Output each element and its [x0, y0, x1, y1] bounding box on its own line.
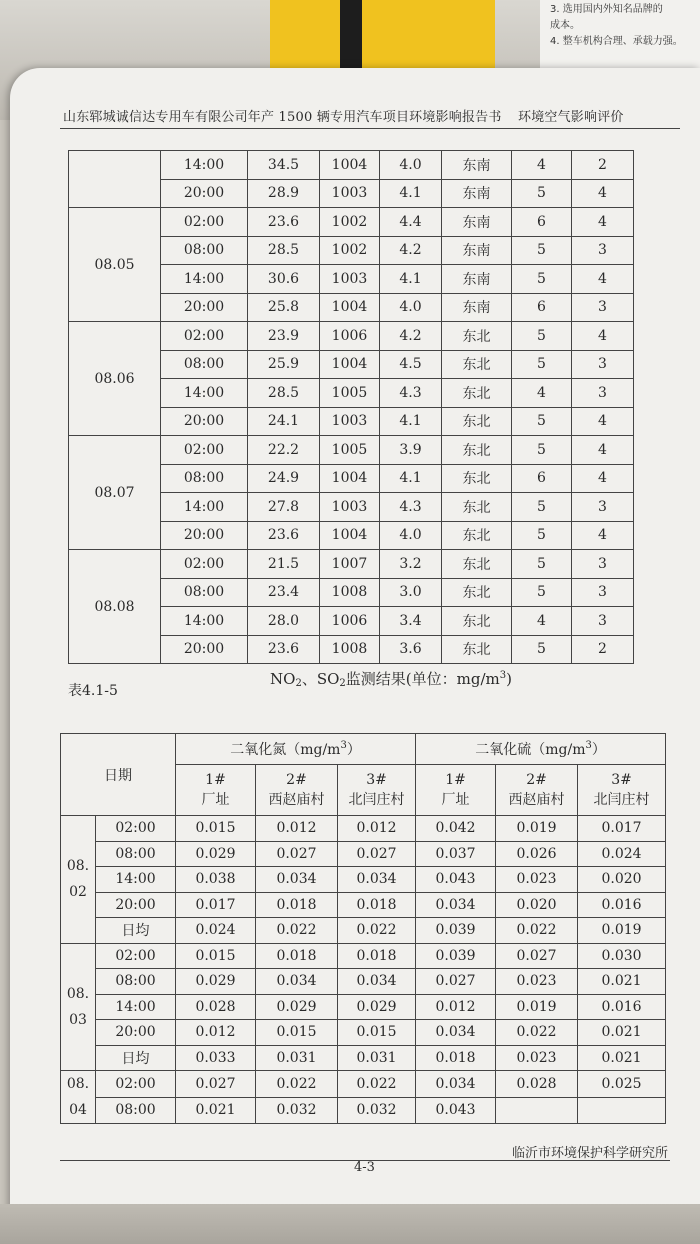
- cell-wind-dir: 东南: [442, 179, 512, 208]
- photo-bottom-background: [0, 1204, 700, 1244]
- cell-total-cloud: 5: [512, 578, 572, 607]
- cell-low-cloud: 4: [572, 464, 634, 493]
- date-cell: 08.05: [69, 208, 161, 322]
- value-cell: 0.039: [416, 918, 496, 944]
- cell-total-cloud: 5: [512, 550, 572, 579]
- cell-time: 20:00: [161, 635, 248, 664]
- table-row: [69, 151, 634, 180]
- cell-total-cloud: 4: [512, 379, 572, 408]
- so2-group-header: 二氧化硫$(mg/m^3)$: [416, 734, 666, 765]
- table-number: 表4.1-5: [68, 683, 118, 699]
- time-cell: 14:00: [96, 994, 176, 1020]
- value-cell: 0.034: [416, 1071, 496, 1098]
- value-cell: 0.025: [578, 1071, 666, 1098]
- value-cell: 0.017: [578, 816, 666, 842]
- cell-pressure: 1005: [320, 379, 380, 408]
- value-cell: 0.022: [338, 1071, 416, 1098]
- cell-total-cloud: 6: [512, 464, 572, 493]
- cell-low-cloud: 4: [572, 322, 634, 351]
- value-cell: 0.022: [338, 918, 416, 944]
- value-cell: 0.029: [176, 841, 256, 867]
- value-cell: 0.029: [256, 994, 338, 1020]
- monitoring-results-table: [60, 733, 666, 1124]
- site-header: [338, 765, 416, 816]
- value-cell: 0.032: [256, 1097, 338, 1124]
- value-cell: 0.022: [256, 918, 338, 944]
- value-cell: 0.012: [256, 816, 338, 842]
- cell-wind-speed: 4.2: [380, 236, 442, 265]
- cell-pressure: 1004: [320, 293, 380, 322]
- value-cell: 0.012: [416, 994, 496, 1020]
- cell-temp: 25.9: [248, 350, 320, 379]
- time-cell: 20:00: [96, 1020, 176, 1046]
- note-line: 成本。: [550, 20, 580, 31]
- cell-low-cloud: 4: [572, 265, 634, 294]
- value-cell: 0.020: [578, 867, 666, 893]
- cell-temp: 28.5: [248, 379, 320, 408]
- table-row: [69, 436, 634, 465]
- cell-wind-dir: 东北: [442, 379, 512, 408]
- cell-time: 20:00: [161, 293, 248, 322]
- table-header-row: [61, 734, 666, 765]
- cell-temp: 23.6: [248, 208, 320, 237]
- cell-time: 02:00: [161, 436, 248, 465]
- site-header: [256, 765, 338, 816]
- cell-wind-speed: 4.1: [380, 464, 442, 493]
- cell-temp: 28.9: [248, 179, 320, 208]
- cell-temp: 28.0: [248, 607, 320, 636]
- cell-wind-dir: 东北: [442, 350, 512, 379]
- date-part: 08.: [66, 858, 90, 875]
- value-cell: 0.026: [496, 841, 578, 867]
- cell-pressure: 1004: [320, 151, 380, 180]
- cell-wind-dir: 东北: [442, 407, 512, 436]
- cell-low-cloud: 3: [572, 236, 634, 265]
- cell-low-cloud: 4: [572, 179, 634, 208]
- time-cell: 08:00: [96, 1097, 176, 1124]
- value-cell: 0.042: [416, 816, 496, 842]
- cell-total-cloud: 4: [512, 607, 572, 636]
- cell-temp: 30.6: [248, 265, 320, 294]
- cell-pressure: 1004: [320, 521, 380, 550]
- cell-wind-speed: 4.1: [380, 179, 442, 208]
- table-row: [61, 816, 666, 842]
- cell-wind-speed: 3.9: [380, 436, 442, 465]
- cell-time: 08:00: [161, 464, 248, 493]
- value-cell: 0.018: [338, 892, 416, 918]
- time-cell: 日均: [96, 918, 176, 944]
- table-row: [61, 969, 666, 995]
- cell-total-cloud: 5: [512, 322, 572, 351]
- value-cell: 0.021: [578, 969, 666, 995]
- date-cell: [69, 151, 161, 208]
- date-cell: [61, 816, 96, 944]
- site-header: [176, 765, 256, 816]
- cell-temp: 27.8: [248, 493, 320, 522]
- time-cell: 14:00: [96, 867, 176, 893]
- header-divider: [60, 128, 680, 129]
- cell-temp: 28.5: [248, 236, 320, 265]
- value-cell: 0.027: [256, 841, 338, 867]
- table-row: [61, 918, 666, 944]
- value-cell: 0.023: [496, 969, 578, 995]
- cell-pressure: 1008: [320, 578, 380, 607]
- cell-temp: 24.9: [248, 464, 320, 493]
- cell-pressure: 1002: [320, 236, 380, 265]
- cell-low-cloud: 3: [572, 293, 634, 322]
- value-cell: 0.034: [256, 969, 338, 995]
- site-header: [496, 765, 578, 816]
- cell-total-cloud: 5: [512, 265, 572, 294]
- cell-wind-dir: 东北: [442, 521, 512, 550]
- table-row: [61, 1071, 666, 1098]
- value-cell: 0.020: [496, 892, 578, 918]
- cell-temp: 24.1: [248, 407, 320, 436]
- date-cell: 08.08: [69, 550, 161, 664]
- cell-pressure: 1006: [320, 607, 380, 636]
- cell-wind-dir: 东北: [442, 607, 512, 636]
- time-cell: 02:00: [96, 816, 176, 842]
- cell-wind-dir: 东北: [442, 464, 512, 493]
- value-cell: 0.028: [176, 994, 256, 1020]
- value-cell: 0.021: [176, 1097, 256, 1124]
- site-number: 1#: [445, 772, 466, 788]
- section-title: 环境空气影响评价: [518, 110, 624, 125]
- cell-total-cloud: 4: [512, 151, 572, 180]
- cell-low-cloud: 2: [572, 151, 634, 180]
- value-cell: 0.017: [176, 892, 256, 918]
- time-cell: 日均: [96, 1045, 176, 1071]
- value-cell: 0.012: [338, 816, 416, 842]
- cell-time: 14:00: [161, 265, 248, 294]
- cell-total-cloud: 6: [512, 208, 572, 237]
- cell-time: 08:00: [161, 578, 248, 607]
- table-row: [69, 208, 634, 237]
- value-cell: 0.021: [578, 1020, 666, 1046]
- value-cell: 0.028: [496, 1071, 578, 1098]
- value-cell: 0.021: [578, 1045, 666, 1071]
- cell-low-cloud: 3: [572, 493, 634, 522]
- cell-pressure: 1004: [320, 350, 380, 379]
- value-cell: 0.027: [416, 969, 496, 995]
- site-name: 西赵庙村: [268, 792, 325, 808]
- table-row: [61, 1020, 666, 1046]
- value-cell: 0.023: [496, 1045, 578, 1071]
- date-part: 08.: [66, 985, 90, 1002]
- cell-temp: 22.2: [248, 436, 320, 465]
- cell-time: 14:00: [161, 151, 248, 180]
- cell-total-cloud: 5: [512, 350, 572, 379]
- value-cell: 0.015: [256, 1020, 338, 1046]
- value-cell: 0.037: [416, 841, 496, 867]
- value-cell: 0.043: [416, 867, 496, 893]
- cell-pressure: 1003: [320, 493, 380, 522]
- cell-wind-speed: 4.0: [380, 293, 442, 322]
- table-row: [61, 867, 666, 893]
- cell-wind-dir: 东南: [442, 265, 512, 294]
- cell-low-cloud: 3: [572, 578, 634, 607]
- cell-pressure: 1004: [320, 464, 380, 493]
- value-cell: 0.030: [578, 943, 666, 969]
- site-number: 3#: [611, 772, 632, 788]
- date-part: 02: [69, 884, 87, 901]
- cell-temp: 23.6: [248, 635, 320, 664]
- value-cell: 0.019: [578, 918, 666, 944]
- date-cell: [61, 1071, 96, 1124]
- value-cell: [496, 1097, 578, 1124]
- value-cell: 0.022: [496, 918, 578, 944]
- value-cell: 0.031: [338, 1045, 416, 1071]
- cell-pressure: 1002: [320, 208, 380, 237]
- table-row: [61, 892, 666, 918]
- cell-low-cloud: 3: [572, 350, 634, 379]
- site-header: [578, 765, 666, 816]
- value-cell: 0.033: [176, 1045, 256, 1071]
- value-cell: 0.034: [256, 867, 338, 893]
- time-cell: 08:00: [96, 841, 176, 867]
- note-line: 3. 选用国内外知名品牌的: [550, 4, 663, 15]
- cell-low-cloud: 4: [572, 436, 634, 465]
- value-cell: 0.029: [176, 969, 256, 995]
- cell-wind-speed: 4.1: [380, 407, 442, 436]
- value-cell: 0.034: [416, 892, 496, 918]
- cell-time: 20:00: [161, 521, 248, 550]
- meteorology-table: [68, 150, 634, 664]
- cell-temp: 25.8: [248, 293, 320, 322]
- cell-pressure: 1003: [320, 265, 380, 294]
- cell-wind-dir: 东北: [442, 578, 512, 607]
- date-cell: [61, 943, 96, 1071]
- value-cell: 0.012: [176, 1020, 256, 1046]
- cell-low-cloud: 4: [572, 208, 634, 237]
- cell-time: 14:00: [161, 379, 248, 408]
- cell-temp: 34.5: [248, 151, 320, 180]
- cell-low-cloud: 3: [572, 379, 634, 408]
- value-cell: 0.027: [338, 841, 416, 867]
- value-cell: 0.018: [416, 1045, 496, 1071]
- cell-wind-speed: 4.5: [380, 350, 442, 379]
- site-number: 1#: [205, 772, 226, 788]
- cell-wind-dir: 东北: [442, 322, 512, 351]
- cell-total-cloud: 5: [512, 179, 572, 208]
- value-cell: 0.023: [496, 867, 578, 893]
- cell-pressure: 1003: [320, 179, 380, 208]
- date-cell: 08.06: [69, 322, 161, 436]
- cell-pressure: 1003: [320, 407, 380, 436]
- cell-total-cloud: 5: [512, 635, 572, 664]
- table-row: [61, 943, 666, 969]
- value-cell: 0.034: [338, 867, 416, 893]
- cell-time: 02:00: [161, 322, 248, 351]
- time-cell: 20:00: [96, 892, 176, 918]
- no2-group-header: 二氧化氮$(mg/m^3)$: [176, 734, 416, 765]
- site-name: 厂址: [441, 792, 470, 808]
- date-part: 08.: [66, 1076, 90, 1092]
- time-cell: 02:00: [96, 943, 176, 969]
- site-number: 2#: [526, 772, 547, 788]
- value-cell: 0.039: [416, 943, 496, 969]
- cell-total-cloud: 5: [512, 493, 572, 522]
- cell-wind-dir: 东北: [442, 436, 512, 465]
- table-row: [61, 1045, 666, 1071]
- cell-wind-speed: 4.1: [380, 265, 442, 294]
- cell-wind-dir: 东北: [442, 493, 512, 522]
- background-note-card: [540, 0, 700, 70]
- cell-temp: 21.5: [248, 550, 320, 579]
- value-cell: 0.018: [338, 943, 416, 969]
- value-cell: 0.022: [496, 1020, 578, 1046]
- cell-time: 20:00: [161, 179, 248, 208]
- cell-total-cloud: 6: [512, 293, 572, 322]
- value-cell: 0.027: [176, 1071, 256, 1098]
- cell-pressure: 1007: [320, 550, 380, 579]
- value-cell: 0.043: [416, 1097, 496, 1124]
- value-cell: 0.034: [338, 969, 416, 995]
- time-cell: 02:00: [96, 1071, 176, 1098]
- cell-pressure: 1006: [320, 322, 380, 351]
- table-row: [69, 550, 634, 579]
- cell-low-cloud: 4: [572, 407, 634, 436]
- cell-wind-speed: 3.4: [380, 607, 442, 636]
- value-cell: 0.019: [496, 994, 578, 1020]
- value-cell: 0.031: [256, 1045, 338, 1071]
- value-cell: 0.022: [256, 1071, 338, 1098]
- background-yellow-object: [270, 0, 495, 71]
- value-cell: 0.015: [338, 1020, 416, 1046]
- table-row: [61, 1097, 666, 1124]
- cell-wind-speed: 3.0: [380, 578, 442, 607]
- cell-wind-speed: 3.2: [380, 550, 442, 579]
- cell-low-cloud: 3: [572, 550, 634, 579]
- date-part: 04: [69, 1102, 87, 1118]
- value-cell: 0.029: [338, 994, 416, 1020]
- cell-wind-speed: 4.2: [380, 322, 442, 351]
- table-row: [61, 841, 666, 867]
- cell-wind-dir: 东南: [442, 236, 512, 265]
- value-cell: 0.027: [496, 943, 578, 969]
- footer-organization: 临沂市环境保护科学研究所: [512, 1146, 669, 1161]
- cell-low-cloud: 3: [572, 607, 634, 636]
- cell-time: 02:00: [161, 550, 248, 579]
- site-number: 3#: [366, 772, 387, 788]
- value-cell: 0.038: [176, 867, 256, 893]
- cell-wind-speed: 4.3: [380, 379, 442, 408]
- cell-time: 14:00: [161, 493, 248, 522]
- time-cell: 08:00: [96, 969, 176, 995]
- cell-temp: 23.6: [248, 521, 320, 550]
- note-line: 4. 整车机构合理、承载力强。: [550, 36, 683, 47]
- table-caption: $NO_2$、$SO_2$监测结果(单位：$mg/m^3$): [270, 670, 512, 689]
- cell-time: 14:00: [161, 607, 248, 636]
- value-cell: 0.032: [338, 1097, 416, 1124]
- date-cell: 08.07: [69, 436, 161, 550]
- cell-total-cloud: 5: [512, 521, 572, 550]
- cell-temp: 23.9: [248, 322, 320, 351]
- cell-pressure: 1005: [320, 436, 380, 465]
- cell-time: 08:00: [161, 236, 248, 265]
- site-name: 北闫庄村: [593, 792, 650, 808]
- cell-wind-speed: 4.0: [380, 151, 442, 180]
- table-row: [61, 994, 666, 1020]
- value-cell: 0.015: [176, 816, 256, 842]
- report-title: 山东郓城诚信达专用车有限公司年产 1500 辆专用汽车项目环境影响报告书: [63, 110, 502, 125]
- cell-total-cloud: 5: [512, 436, 572, 465]
- cell-wind-dir: 东北: [442, 635, 512, 664]
- cell-low-cloud: 2: [572, 635, 634, 664]
- value-cell: 0.016: [578, 994, 666, 1020]
- background-pole: [340, 0, 362, 70]
- cell-time: 02:00: [161, 208, 248, 237]
- cell-wind-dir: 东南: [442, 151, 512, 180]
- value-cell: 0.018: [256, 892, 338, 918]
- cell-wind-speed: 4.4: [380, 208, 442, 237]
- cell-wind-speed: 3.6: [380, 635, 442, 664]
- cell-wind-speed: 4.3: [380, 493, 442, 522]
- cell-total-cloud: 5: [512, 407, 572, 436]
- site-name: 西赵庙村: [508, 792, 565, 808]
- table-row: [69, 322, 634, 351]
- value-cell: 0.034: [416, 1020, 496, 1046]
- cell-total-cloud: 5: [512, 236, 572, 265]
- value-cell: 0.024: [176, 918, 256, 944]
- cell-pressure: 1008: [320, 635, 380, 664]
- cell-wind-speed: 4.0: [380, 521, 442, 550]
- value-cell: 0.018: [256, 943, 338, 969]
- cell-wind-dir: 东南: [442, 208, 512, 237]
- value-cell: 0.015: [176, 943, 256, 969]
- cell-low-cloud: 4: [572, 521, 634, 550]
- site-header: [416, 765, 496, 816]
- page-number: 4-3: [354, 1160, 375, 1175]
- value-cell: 0.024: [578, 841, 666, 867]
- site-number: 2#: [286, 772, 307, 788]
- date-header: 日期: [61, 734, 176, 816]
- value-cell: 0.016: [578, 892, 666, 918]
- cell-time: 08:00: [161, 350, 248, 379]
- cell-time: 20:00: [161, 407, 248, 436]
- value-cell: 0.019: [496, 816, 578, 842]
- site-name: 厂址: [201, 792, 230, 808]
- site-name: 北闫庄村: [348, 792, 405, 808]
- cell-temp: 23.4: [248, 578, 320, 607]
- cell-wind-dir: 东南: [442, 293, 512, 322]
- value-cell: [578, 1097, 666, 1124]
- date-part: 03: [69, 1011, 87, 1028]
- cell-wind-dir: 东北: [442, 550, 512, 579]
